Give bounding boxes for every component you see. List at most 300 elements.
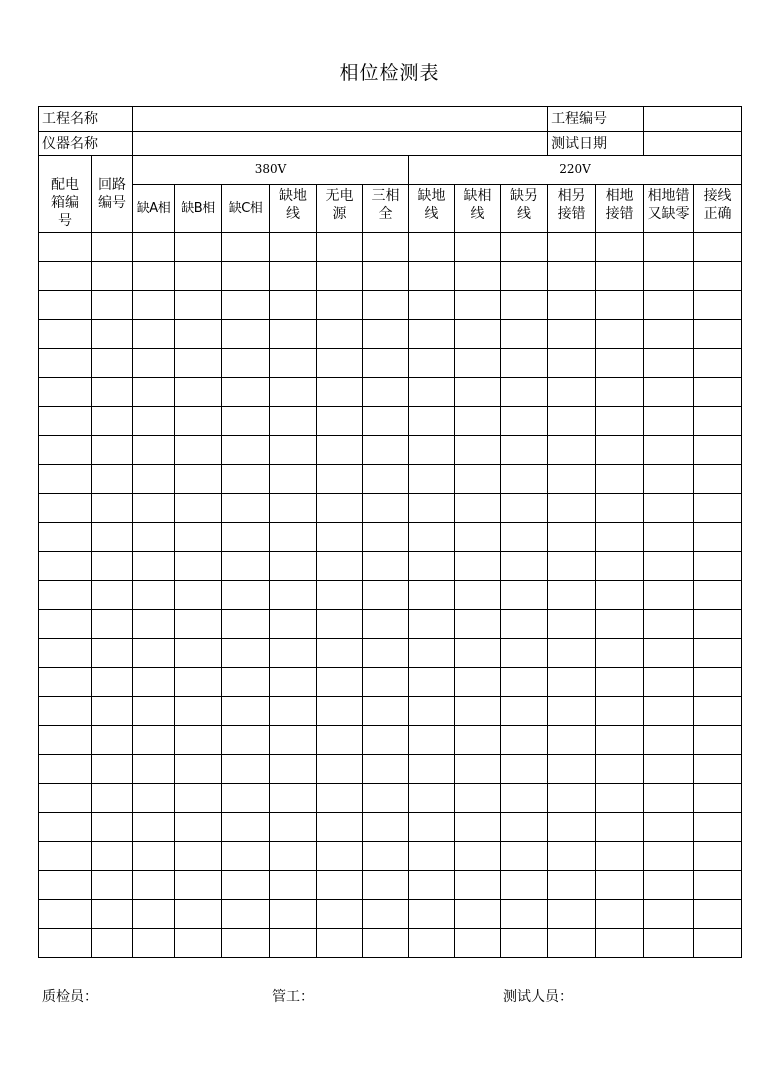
table-cell[interactable] — [39, 929, 92, 958]
table-cell[interactable] — [222, 755, 270, 784]
table-cell[interactable] — [92, 494, 133, 523]
table-cell[interactable] — [270, 784, 317, 813]
table-cell[interactable] — [455, 378, 501, 407]
table-cell[interactable] — [548, 755, 596, 784]
table-cell[interactable] — [39, 320, 92, 349]
table-cell[interactable] — [317, 900, 363, 929]
table-cell[interactable] — [175, 755, 222, 784]
table-cell[interactable] — [222, 610, 270, 639]
table-cell[interactable] — [409, 291, 455, 320]
table-cell[interactable] — [133, 929, 175, 958]
table-cell[interactable] — [317, 291, 363, 320]
instrument-field[interactable] — [133, 132, 548, 156]
table-cell[interactable] — [92, 755, 133, 784]
table-cell[interactable] — [409, 262, 455, 291]
table-cell[interactable] — [175, 291, 222, 320]
table-cell[interactable] — [363, 494, 409, 523]
table-cell[interactable] — [644, 552, 694, 581]
table-cell[interactable] — [133, 610, 175, 639]
table-cell[interactable] — [317, 436, 363, 465]
table-cell[interactable] — [548, 436, 596, 465]
table-cell[interactable] — [548, 233, 596, 262]
table-cell[interactable] — [596, 581, 644, 610]
table-cell[interactable] — [455, 552, 501, 581]
table-cell[interactable] — [409, 581, 455, 610]
table-cell[interactable] — [409, 407, 455, 436]
table-cell[interactable] — [596, 813, 644, 842]
table-cell[interactable] — [175, 465, 222, 494]
table-cell[interactable] — [644, 262, 694, 291]
table-cell[interactable] — [317, 233, 363, 262]
table-cell[interactable] — [596, 378, 644, 407]
table-cell[interactable] — [596, 755, 644, 784]
table-cell[interactable] — [363, 523, 409, 552]
table-cell[interactable] — [596, 668, 644, 697]
table-cell[interactable] — [596, 465, 644, 494]
table-cell[interactable] — [133, 407, 175, 436]
table-cell[interactable] — [501, 407, 548, 436]
table-cell[interactable] — [501, 726, 548, 755]
table-cell[interactable] — [363, 639, 409, 668]
table-cell[interactable] — [92, 697, 133, 726]
table-cell[interactable] — [175, 784, 222, 813]
table-cell[interactable] — [644, 465, 694, 494]
table-cell[interactable] — [363, 436, 409, 465]
table-cell[interactable] — [455, 842, 501, 871]
table-cell[interactable] — [501, 784, 548, 813]
table-cell[interactable] — [317, 523, 363, 552]
table-cell[interactable] — [694, 262, 742, 291]
table-cell[interactable] — [455, 349, 501, 378]
table-cell[interactable] — [39, 900, 92, 929]
table-cell[interactable] — [270, 871, 317, 900]
table-cell[interactable] — [363, 291, 409, 320]
table-cell[interactable] — [92, 842, 133, 871]
table-cell[interactable] — [175, 320, 222, 349]
table-cell[interactable] — [317, 697, 363, 726]
table-cell[interactable] — [317, 320, 363, 349]
table-cell[interactable] — [455, 523, 501, 552]
table-cell[interactable] — [548, 610, 596, 639]
table-cell[interactable] — [133, 639, 175, 668]
table-cell[interactable] — [133, 291, 175, 320]
table-cell[interactable] — [222, 523, 270, 552]
table-cell[interactable] — [92, 523, 133, 552]
table-cell[interactable] — [548, 349, 596, 378]
table-cell[interactable] — [363, 407, 409, 436]
table-cell[interactable] — [92, 349, 133, 378]
table-cell[interactable] — [92, 291, 133, 320]
table-cell[interactable] — [694, 320, 742, 349]
table-cell[interactable] — [222, 668, 270, 697]
table-cell[interactable] — [363, 320, 409, 349]
table-cell[interactable] — [270, 465, 317, 494]
table-cell[interactable] — [270, 668, 317, 697]
table-cell[interactable] — [270, 900, 317, 929]
table-cell[interactable] — [270, 291, 317, 320]
table-cell[interactable] — [409, 871, 455, 900]
table-cell[interactable] — [644, 813, 694, 842]
table-cell[interactable] — [501, 842, 548, 871]
table-cell[interactable] — [455, 465, 501, 494]
table-cell[interactable] — [270, 436, 317, 465]
table-cell[interactable] — [92, 320, 133, 349]
table-cell[interactable] — [222, 291, 270, 320]
table-cell[interactable] — [222, 465, 270, 494]
table-cell[interactable] — [317, 726, 363, 755]
table-cell[interactable] — [644, 233, 694, 262]
table-cell[interactable] — [694, 813, 742, 842]
table-cell[interactable] — [694, 378, 742, 407]
table-cell[interactable] — [92, 871, 133, 900]
table-cell[interactable] — [222, 726, 270, 755]
table-cell[interactable] — [455, 639, 501, 668]
table-cell[interactable] — [644, 784, 694, 813]
table-cell[interactable] — [548, 871, 596, 900]
table-cell[interactable] — [548, 494, 596, 523]
table-cell[interactable] — [694, 755, 742, 784]
table-cell[interactable] — [270, 842, 317, 871]
table-cell[interactable] — [596, 320, 644, 349]
table-cell[interactable] — [596, 349, 644, 378]
table-cell[interactable] — [694, 407, 742, 436]
table-cell[interactable] — [409, 668, 455, 697]
table-cell[interactable] — [548, 465, 596, 494]
table-cell[interactable] — [363, 871, 409, 900]
table-cell[interactable] — [363, 726, 409, 755]
table-cell[interactable] — [39, 871, 92, 900]
table-cell[interactable] — [133, 784, 175, 813]
table-cell[interactable] — [363, 929, 409, 958]
table-cell[interactable] — [92, 668, 133, 697]
table-cell[interactable] — [548, 813, 596, 842]
table-cell[interactable] — [363, 262, 409, 291]
table-cell[interactable] — [455, 610, 501, 639]
table-cell[interactable] — [133, 581, 175, 610]
table-cell[interactable] — [694, 523, 742, 552]
table-cell[interactable] — [270, 378, 317, 407]
table-cell[interactable] — [596, 842, 644, 871]
table-cell[interactable] — [409, 610, 455, 639]
table-cell[interactable] — [133, 523, 175, 552]
table-cell[interactable] — [548, 900, 596, 929]
table-cell[interactable] — [39, 581, 92, 610]
table-cell[interactable] — [644, 291, 694, 320]
project-name-field[interactable] — [133, 107, 548, 132]
table-cell[interactable] — [39, 262, 92, 291]
table-cell[interactable] — [270, 581, 317, 610]
table-cell[interactable] — [363, 900, 409, 929]
table-cell[interactable] — [644, 726, 694, 755]
table-cell[interactable] — [596, 233, 644, 262]
table-cell[interactable] — [363, 349, 409, 378]
table-cell[interactable] — [644, 581, 694, 610]
table-cell[interactable] — [270, 233, 317, 262]
table-cell[interactable] — [92, 465, 133, 494]
table-cell[interactable] — [409, 755, 455, 784]
table-cell[interactable] — [596, 262, 644, 291]
table-cell[interactable] — [409, 552, 455, 581]
table-cell[interactable] — [501, 900, 548, 929]
table-cell[interactable] — [548, 291, 596, 320]
table-cell[interactable] — [363, 668, 409, 697]
table-cell[interactable] — [548, 320, 596, 349]
table-cell[interactable] — [694, 900, 742, 929]
table-cell[interactable] — [270, 523, 317, 552]
table-cell[interactable] — [694, 610, 742, 639]
table-cell[interactable] — [644, 378, 694, 407]
table-cell[interactable] — [409, 639, 455, 668]
table-cell[interactable] — [455, 436, 501, 465]
table-cell[interactable] — [548, 552, 596, 581]
table-cell[interactable] — [596, 494, 644, 523]
table-cell[interactable] — [39, 494, 92, 523]
table-cell[interactable] — [644, 407, 694, 436]
table-cell[interactable] — [317, 668, 363, 697]
table-cell[interactable] — [175, 639, 222, 668]
table-cell[interactable] — [317, 581, 363, 610]
table-cell[interactable] — [92, 610, 133, 639]
table-cell[interactable] — [548, 929, 596, 958]
table-cell[interactable] — [175, 552, 222, 581]
table-cell[interactable] — [222, 639, 270, 668]
table-cell[interactable] — [596, 900, 644, 929]
table-cell[interactable] — [455, 262, 501, 291]
table-cell[interactable] — [317, 465, 363, 494]
table-cell[interactable] — [175, 929, 222, 958]
table-cell[interactable] — [455, 291, 501, 320]
table-cell[interactable] — [501, 755, 548, 784]
table-cell[interactable] — [501, 233, 548, 262]
table-cell[interactable] — [548, 697, 596, 726]
table-cell[interactable] — [694, 552, 742, 581]
table-cell[interactable] — [644, 668, 694, 697]
table-cell[interactable] — [222, 813, 270, 842]
table-cell[interactable] — [596, 639, 644, 668]
table-cell[interactable] — [270, 262, 317, 291]
table-cell[interactable] — [455, 407, 501, 436]
table-cell[interactable] — [317, 610, 363, 639]
table-cell[interactable] — [548, 784, 596, 813]
table-cell[interactable] — [363, 465, 409, 494]
table-cell[interactable] — [175, 581, 222, 610]
table-cell[interactable] — [409, 436, 455, 465]
table-cell[interactable] — [270, 726, 317, 755]
table-cell[interactable] — [222, 349, 270, 378]
table-cell[interactable] — [363, 552, 409, 581]
table-cell[interactable] — [363, 755, 409, 784]
table-cell[interactable] — [317, 929, 363, 958]
table-cell[interactable] — [92, 900, 133, 929]
table-cell[interactable] — [455, 784, 501, 813]
table-cell[interactable] — [222, 842, 270, 871]
table-cell[interactable] — [175, 726, 222, 755]
table-cell[interactable] — [39, 639, 92, 668]
table-cell[interactable] — [39, 407, 92, 436]
table-cell[interactable] — [175, 407, 222, 436]
table-cell[interactable] — [409, 726, 455, 755]
table-cell[interactable] — [501, 349, 548, 378]
table-cell[interactable] — [694, 842, 742, 871]
table-cell[interactable] — [455, 813, 501, 842]
table-cell[interactable] — [694, 349, 742, 378]
table-cell[interactable] — [644, 523, 694, 552]
table-cell[interactable] — [133, 262, 175, 291]
table-cell[interactable] — [409, 465, 455, 494]
table-cell[interactable] — [409, 349, 455, 378]
table-cell[interactable] — [409, 784, 455, 813]
table-cell[interactable] — [175, 494, 222, 523]
table-cell[interactable] — [317, 639, 363, 668]
table-cell[interactable] — [694, 726, 742, 755]
table-cell[interactable] — [455, 320, 501, 349]
table-cell[interactable] — [501, 291, 548, 320]
table-cell[interactable] — [501, 378, 548, 407]
table-cell[interactable] — [92, 639, 133, 668]
table-cell[interactable] — [548, 639, 596, 668]
table-cell[interactable] — [455, 871, 501, 900]
table-cell[interactable] — [501, 813, 548, 842]
table-cell[interactable] — [596, 871, 644, 900]
table-cell[interactable] — [409, 900, 455, 929]
table-cell[interactable] — [596, 697, 644, 726]
table-cell[interactable] — [175, 233, 222, 262]
table-cell[interactable] — [39, 233, 92, 262]
table-cell[interactable] — [596, 726, 644, 755]
table-cell[interactable] — [270, 639, 317, 668]
table-cell[interactable] — [694, 465, 742, 494]
table-cell[interactable] — [363, 697, 409, 726]
table-cell[interactable] — [548, 726, 596, 755]
table-cell[interactable] — [501, 552, 548, 581]
table-cell[interactable] — [501, 494, 548, 523]
table-cell[interactable] — [270, 552, 317, 581]
table-cell[interactable] — [133, 871, 175, 900]
table-cell[interactable] — [363, 813, 409, 842]
table-cell[interactable] — [222, 581, 270, 610]
table-cell[interactable] — [409, 378, 455, 407]
table-cell[interactable] — [317, 755, 363, 784]
table-cell[interactable] — [694, 494, 742, 523]
table-cell[interactable] — [548, 407, 596, 436]
table-cell[interactable] — [133, 726, 175, 755]
table-cell[interactable] — [175, 842, 222, 871]
table-cell[interactable] — [175, 668, 222, 697]
table-cell[interactable] — [501, 668, 548, 697]
table-cell[interactable] — [501, 871, 548, 900]
table-cell[interactable] — [317, 349, 363, 378]
table-cell[interactable] — [409, 929, 455, 958]
table-cell[interactable] — [39, 755, 92, 784]
table-cell[interactable] — [133, 494, 175, 523]
table-cell[interactable] — [133, 349, 175, 378]
table-cell[interactable] — [694, 291, 742, 320]
table-cell[interactable] — [694, 784, 742, 813]
table-cell[interactable] — [222, 320, 270, 349]
table-cell[interactable] — [548, 523, 596, 552]
table-cell[interactable] — [644, 320, 694, 349]
table-cell[interactable] — [222, 552, 270, 581]
table-cell[interactable] — [270, 813, 317, 842]
table-cell[interactable] — [501, 436, 548, 465]
table-cell[interactable] — [694, 871, 742, 900]
table-cell[interactable] — [92, 378, 133, 407]
table-cell[interactable] — [222, 494, 270, 523]
table-cell[interactable] — [694, 697, 742, 726]
table-cell[interactable] — [92, 726, 133, 755]
table-cell[interactable] — [39, 523, 92, 552]
table-cell[interactable] — [175, 349, 222, 378]
table-cell[interactable] — [222, 871, 270, 900]
test-date-field[interactable] — [644, 132, 742, 156]
table-cell[interactable] — [596, 291, 644, 320]
table-cell[interactable] — [644, 349, 694, 378]
table-cell[interactable] — [596, 436, 644, 465]
table-cell[interactable] — [92, 929, 133, 958]
table-cell[interactable] — [175, 813, 222, 842]
table-cell[interactable] — [133, 436, 175, 465]
table-cell[interactable] — [317, 262, 363, 291]
table-cell[interactable] — [133, 842, 175, 871]
table-cell[interactable] — [133, 813, 175, 842]
table-cell[interactable] — [39, 378, 92, 407]
table-cell[interactable] — [694, 668, 742, 697]
table-cell[interactable] — [596, 523, 644, 552]
table-cell[interactable] — [644, 929, 694, 958]
table-cell[interactable] — [548, 581, 596, 610]
table-cell[interactable] — [317, 552, 363, 581]
table-cell[interactable] — [596, 784, 644, 813]
table-cell[interactable] — [644, 842, 694, 871]
table-cell[interactable] — [222, 436, 270, 465]
table-cell[interactable] — [644, 494, 694, 523]
table-cell[interactable] — [222, 378, 270, 407]
table-cell[interactable] — [501, 465, 548, 494]
table-cell[interactable] — [92, 233, 133, 262]
table-cell[interactable] — [455, 929, 501, 958]
table-cell[interactable] — [133, 697, 175, 726]
table-cell[interactable] — [363, 581, 409, 610]
table-cell[interactable] — [222, 697, 270, 726]
table-cell[interactable] — [596, 929, 644, 958]
table-cell[interactable] — [175, 697, 222, 726]
table-cell[interactable] — [270, 610, 317, 639]
table-cell[interactable] — [501, 523, 548, 552]
table-cell[interactable] — [133, 233, 175, 262]
table-cell[interactable] — [363, 842, 409, 871]
table-cell[interactable] — [644, 871, 694, 900]
table-cell[interactable] — [644, 610, 694, 639]
table-cell[interactable] — [39, 784, 92, 813]
table-cell[interactable] — [644, 900, 694, 929]
table-cell[interactable] — [317, 871, 363, 900]
table-cell[interactable] — [222, 929, 270, 958]
table-cell[interactable] — [39, 291, 92, 320]
table-cell[interactable] — [501, 639, 548, 668]
table-cell[interactable] — [175, 378, 222, 407]
table-cell[interactable] — [39, 610, 92, 639]
table-cell[interactable] — [596, 552, 644, 581]
table-cell[interactable] — [694, 639, 742, 668]
table-cell[interactable] — [175, 436, 222, 465]
table-cell[interactable] — [409, 494, 455, 523]
table-cell[interactable] — [175, 900, 222, 929]
table-cell[interactable] — [317, 407, 363, 436]
table-cell[interactable] — [548, 378, 596, 407]
table-cell[interactable] — [548, 842, 596, 871]
table-cell[interactable] — [39, 697, 92, 726]
table-cell[interactable] — [455, 581, 501, 610]
